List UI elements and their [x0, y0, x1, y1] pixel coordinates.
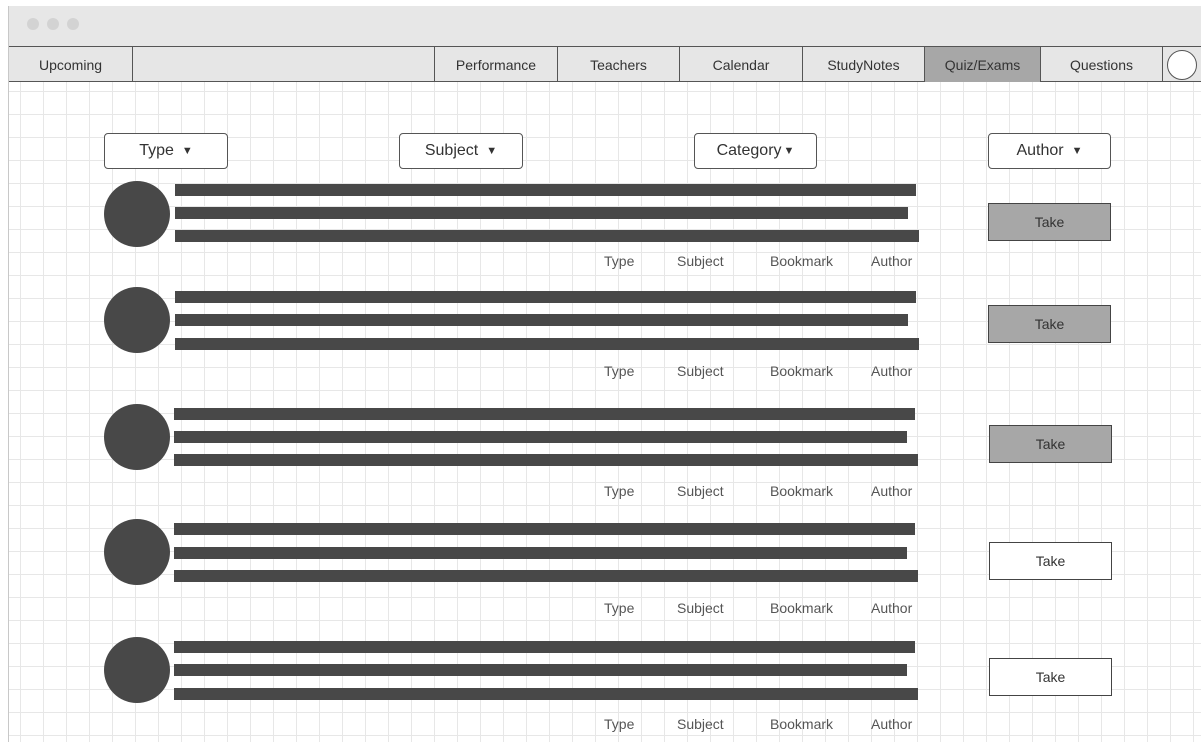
item-text-line [175, 230, 919, 242]
app-window [8, 6, 1201, 742]
chevron-down-icon: ▼ [783, 145, 795, 157]
item-subject-label: Subject [677, 363, 724, 379]
item-text-line [174, 641, 915, 653]
item-author-label: Author [871, 716, 913, 732]
item-bookmark-link[interactable]: Bookmark [770, 483, 834, 499]
item-thumbnail-icon [104, 404, 170, 470]
item-type-label: Type [604, 253, 635, 269]
item-text-line [174, 431, 907, 443]
item-thumbnail-icon [104, 519, 170, 585]
chevron-down-icon: ▼ [181, 145, 193, 157]
item-text-line [175, 338, 919, 350]
close-window-dot[interactable] [27, 18, 39, 30]
take-button[interactable]: Take [989, 658, 1112, 696]
item-text-line [174, 664, 907, 676]
item-bookmark-link[interactable]: Bookmark [770, 716, 834, 732]
item-type-label: Type [604, 600, 635, 616]
subject-filter-dropdown[interactable] [399, 133, 523, 169]
type-filter-dropdown[interactable] [104, 133, 228, 169]
tab-teachers[interactable]: Teachers [558, 47, 680, 82]
item-type-label: Type [604, 363, 635, 379]
item-author-label: Author [871, 363, 913, 379]
item-text-line [174, 688, 918, 700]
minimize-window-dot[interactable] [47, 18, 59, 30]
take-button[interactable]: Take [988, 305, 1111, 343]
item-bookmark-link[interactable]: Bookmark [770, 363, 834, 379]
author-filter-label: Author [1016, 142, 1064, 159]
main-content [9, 82, 1201, 742]
item-thumbnail-icon [104, 637, 170, 703]
item-author-label: Author [871, 483, 913, 499]
item-text-line [174, 523, 915, 535]
item-subject-label: Subject [677, 716, 724, 732]
item-text-line [175, 184, 916, 196]
category-filter-dropdown[interactable] [694, 133, 817, 169]
take-button[interactable]: Take [989, 542, 1112, 580]
maximize-window-dot[interactable] [67, 18, 79, 30]
tab-quiz-exams[interactable]: Quiz/Exams [925, 47, 1041, 82]
take-button[interactable]: Take [989, 425, 1112, 463]
item-text-line [174, 570, 918, 582]
subject-filter-label: Subject [424, 142, 479, 159]
item-subject-label: Subject [677, 483, 724, 499]
item-subject-label: Subject [677, 600, 724, 616]
window-titlebar [9, 6, 1201, 46]
tab-performance[interactable]: Performance [435, 47, 558, 82]
item-thumbnail-icon [104, 181, 170, 247]
author-filter-dropdown[interactable] [988, 133, 1111, 169]
tab-upcoming[interactable]: Upcoming [9, 47, 133, 82]
take-button[interactable]: Take [988, 203, 1111, 241]
item-thumbnail-icon [104, 287, 170, 353]
item-text-line [174, 408, 915, 420]
item-text-line [174, 547, 907, 559]
tab-calendar[interactable]: Calendar [680, 47, 803, 82]
chevron-down-icon: ▼ [486, 145, 498, 157]
item-type-label: Type [604, 483, 635, 499]
item-bookmark-link[interactable]: Bookmark [770, 600, 834, 616]
item-text-line [175, 207, 908, 219]
chevron-down-icon: ▼ [1071, 145, 1083, 157]
item-text-line [175, 314, 908, 326]
item-bookmark-link[interactable]: Bookmark [770, 253, 834, 269]
item-type-label: Type [604, 716, 635, 732]
type-filter-label: Type [139, 142, 174, 159]
nav-spacer [133, 47, 435, 82]
tab-questions[interactable]: Questions [1041, 47, 1163, 82]
item-subject-label: Subject [677, 253, 724, 269]
item-text-line [174, 454, 918, 466]
item-text-line [175, 291, 916, 303]
user-avatar[interactable] [1167, 50, 1197, 80]
tab-studynotes[interactable]: StudyNotes [803, 47, 925, 82]
category-filter-label: Category [716, 142, 782, 159]
item-author-label: Author [871, 253, 913, 269]
top-nav-bar [9, 46, 1201, 82]
item-author-label: Author [871, 600, 913, 616]
